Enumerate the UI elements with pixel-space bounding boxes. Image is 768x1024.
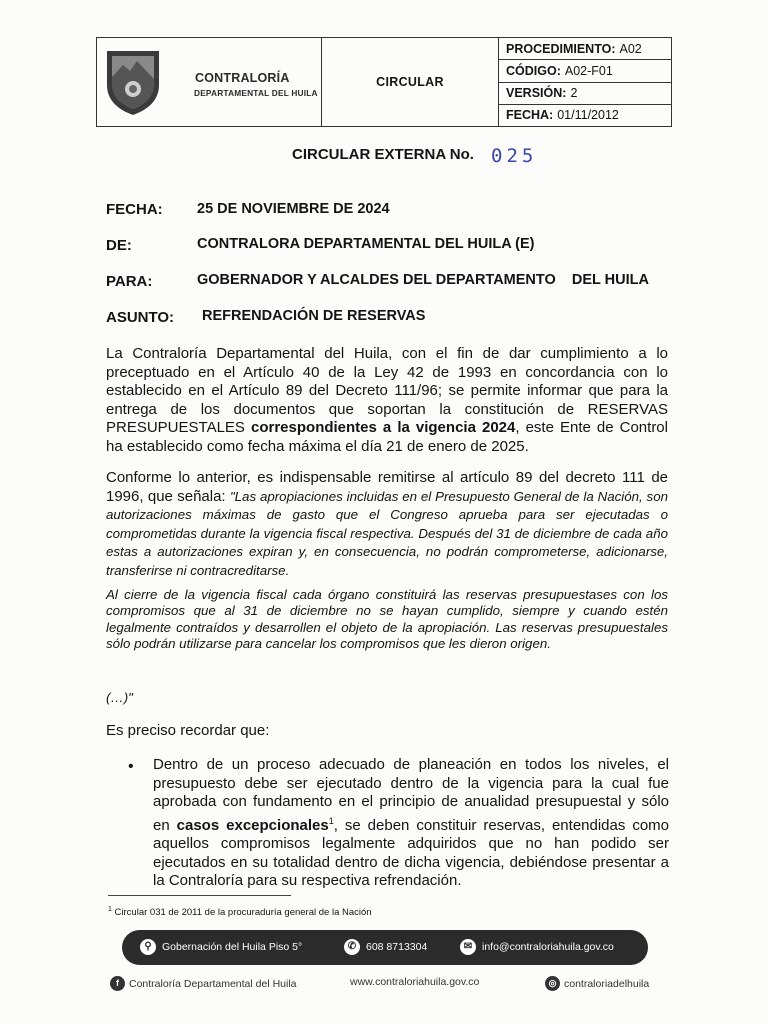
paragraph-reminder: Es preciso recordar que: xyxy=(106,722,270,739)
footer-phone-text: 608 8713304 xyxy=(366,941,428,953)
version-value: 2 xyxy=(570,86,578,101)
bullet-item xyxy=(153,756,669,891)
paragraph-intro xyxy=(106,345,668,456)
quote-part-2: Al cierre de la vigencia fiscal cada órgano constituirá las reservas presupuestases con los compromisos que al 31 de diciembre no se hayan cumplido, siempre y cuando estén legalmente contraídos y desarrollen el objeto de la apropiación. Las reservas presupuestales sólo podrán utilizarse para cancelar los compromisos que les dieron origen. xyxy=(106,587,668,652)
circular-title: CIRCULAR EXTERNA No. xyxy=(292,146,474,163)
footnote-text: Circular 031 de 2011 de la procuraduría general de la Nación xyxy=(114,907,372,919)
bullet-text-b: , se deben constituir reservas, entendidas como aquellos compromisos legalmente adquiridos que no han podido ser ejecutados en su totalidad dentro de dicha vigencia, debiéndose presentar a la Contraloría para su respectiva refrendación. xyxy=(153,816,670,889)
location-pin-icon: ⚲ xyxy=(140,939,156,955)
header-table xyxy=(96,37,672,127)
paragraph-intro-text-a: La Contraloría Departamental del Huila, con el fin de dar cumplimiento a lo preceptuado en el Artículo 40 de la Ley 42 de 1993 en concordancia con lo establecido en el Artículo 89 del Decreto 111/96; se permite informar que para la entrega de los documentos que soportan la constitución de RESERVAS PRESUPUESTALES xyxy=(106,345,668,436)
asunto-label: ASUNTO: xyxy=(106,309,175,326)
codigo-value: A02-F01 xyxy=(564,63,613,78)
fecha-label: FECHA: xyxy=(106,201,163,218)
footer-address-text: Gobernación del Huila Piso 5° xyxy=(162,941,303,953)
bullet-marker: • xyxy=(128,758,134,775)
bullet-bold: casos excepcionales xyxy=(176,816,329,834)
paragraph-reference xyxy=(106,469,668,580)
brand-subtitle: DEPARTAMENTAL DEL HUILA xyxy=(194,88,318,98)
fecha-label: FECHA: xyxy=(506,108,554,123)
footer-instagram[interactable] xyxy=(545,976,649,991)
footer-contact-bar xyxy=(122,930,648,965)
phone-icon: ✆ xyxy=(344,939,360,955)
de-label: DE: xyxy=(106,237,132,254)
fecha-value: 25 DE NOVIEMBRE DE 2024 xyxy=(197,201,390,217)
quote-part-1: "Las apropiaciones incluidas en el Presupuesto General de la Nación, son autorizaciones máximas de gasto que el Congreso aprueba para ser ejecutadas o comprometidas durante la vigencia fiscal respectiva. Después del 31 de diciembre de cada año estas a autorizaciones expiran y, en consecuencia, no podrán comprometerse, adicionarse, transferirse ni contracreditarse. xyxy=(106,488,668,578)
doc-control-cells xyxy=(499,38,671,126)
footnote xyxy=(108,906,372,918)
fecha-row xyxy=(499,105,671,126)
footer-phone xyxy=(344,939,427,955)
facebook-icon: f xyxy=(110,976,125,991)
footer-facebook[interactable] xyxy=(110,976,297,991)
footer-website[interactable]: www.contraloriahuila.gov.co xyxy=(350,976,480,988)
codigo-row xyxy=(499,60,671,82)
procedimiento-value: A02 xyxy=(619,41,642,56)
bullet-text-a: Dentro de un proceso adecuado de planeación en todos los niveles, el presupuesto debe ser ejecutado dentro de la vigencia para la cual fue aprobada con fundamento en el principio de anualidad presupuestal y sólo en xyxy=(153,756,669,834)
procedimiento-row xyxy=(499,38,671,60)
circular-number-stamp: 025 xyxy=(491,145,538,167)
paragraph-intro-text-b: , este Ente de Control ha establecido como fecha máxima el día 21 de enero de 2025. xyxy=(106,419,668,455)
footnote-marker: 1 xyxy=(108,906,112,913)
instagram-icon: ◎ xyxy=(545,976,560,991)
version-label: VERSIÓN: xyxy=(506,86,567,101)
para-label: PARA: xyxy=(106,273,153,290)
doc-type: CIRCULAR xyxy=(322,38,499,126)
footnote-divider xyxy=(108,895,291,896)
asunto-value: REFRENDACIÓN DE RESERVAS xyxy=(202,308,426,324)
procedimiento-label: PROCEDIMIENTO: xyxy=(506,41,616,56)
shield-logo-icon xyxy=(103,47,163,117)
footnote-ref: 1 xyxy=(328,815,334,826)
footer-instagram-text[interactable]: contraloriadelhuila xyxy=(564,977,650,990)
de-value: CONTRALORA DEPARTAMENTAL DEL HUILA (E) xyxy=(197,236,535,252)
logo-cell xyxy=(97,38,322,126)
quote-ellipsis: (…)" xyxy=(106,690,133,705)
paragraph-intro-bold: correspondientes a la vigencia 2024 xyxy=(251,419,516,436)
paragraph-reference-text: Conforme lo anterior, es indispensable remitirse al artículo 89 del decreto 111 de 1996, que señala: xyxy=(106,469,668,505)
footer-address xyxy=(140,939,302,955)
codigo-label: CÓDIGO: xyxy=(506,63,561,78)
brand-name: CONTRALORÍA xyxy=(195,71,290,85)
footer-facebook-text[interactable]: Contraloría Departamental del Huila xyxy=(129,977,297,990)
footer-email[interactable] xyxy=(460,939,614,955)
email-icon: ✉ xyxy=(460,939,476,955)
footer-email-text[interactable]: info@contraloriahuila.gov.co xyxy=(482,941,614,953)
fecha-value: 01/11/2012 xyxy=(557,108,619,123)
para-value: GOBERNADOR Y ALCALDES DEL DEPARTAMENTO DEL HUILA xyxy=(197,272,649,288)
version-row xyxy=(499,83,671,105)
